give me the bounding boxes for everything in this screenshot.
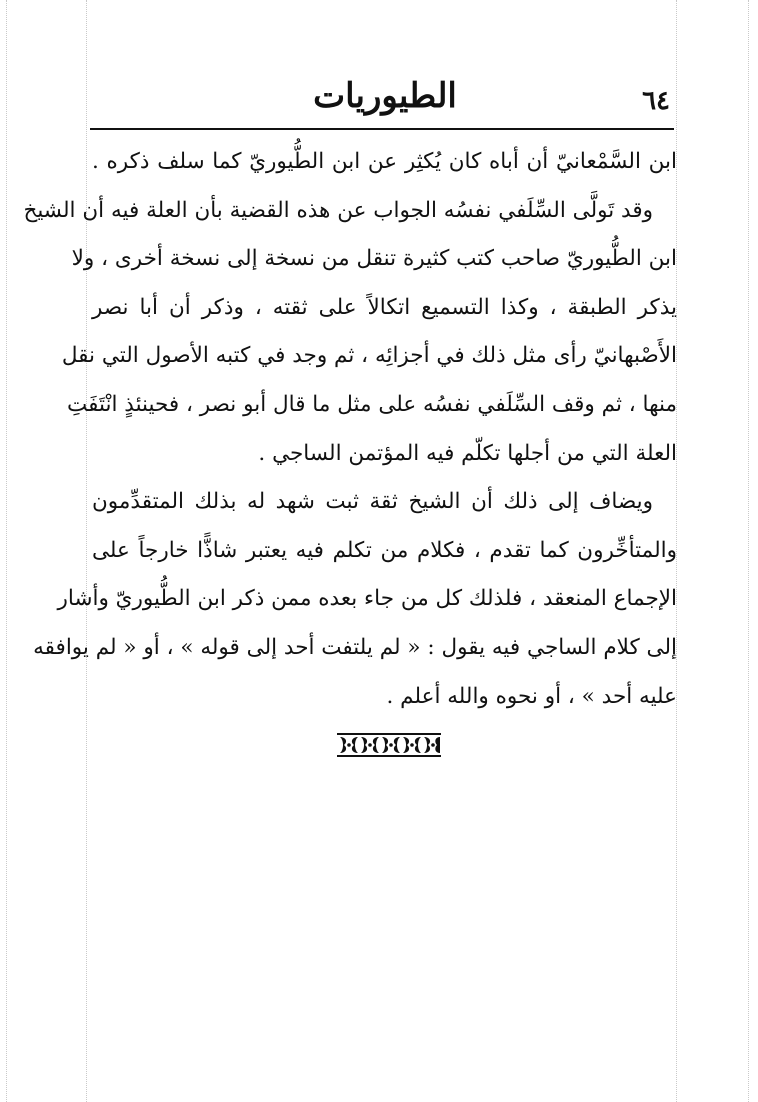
page-header (90, 72, 674, 130)
text-line: والمتأخِّرون كما تقدم ، فكلام من تكلم فيه يعتبر شاذًّا خارجاً على (92, 537, 677, 563)
scan-guide-line (748, 0, 749, 1102)
paragraph-last-line: عليه أحد » ، أو نحوه والله أعلم . (386, 683, 677, 709)
page-number: ٦٤ (642, 86, 670, 116)
paragraph-first-line: وقد تَولَّى السِّلَفي نفسُه الجواب عن هذه القضية بأن العلة فيه أن الشيخ (23, 197, 653, 223)
text-line: يذكر الطبقة ، وكذا التسميع اتكالاً على ثقته ، وذكر أن أبا نصر (92, 294, 677, 320)
scan-guide-line (86, 0, 87, 1102)
scan-guide-line (6, 0, 7, 1102)
paragraph-first-line: ويضاف إلى ذلك أن الشيخ ثقة ثبت شهد له بذلك المتقدِّمون (92, 489, 653, 515)
text-line: الإجماع المنعقد ، فلذلك كل من جاء بعده ممن ذكر ابن الطُّيوريّ وأشار (57, 586, 677, 612)
text-line: إلى كلام الساجي فيه يقول : « لم يلتفت أحد إلى قوله » ، أو « لم يوافقه (33, 634, 677, 660)
text-line: منها ، ثم وقف السِّلَفي نفسُه على مثل ما قال أبو نصر ، فحينئذٍ انْتَفَتِ (67, 391, 677, 417)
arabesque-divider-icon (336, 732, 442, 758)
body-text (23, 138, 677, 721)
text-line: ابن الطُّيوريّ صاحب كتب كثيرة تنقل من نسخة إلى نسخة أخرى ، ولا (71, 246, 677, 272)
text-line: الأَصْبهانيّ رأى مثل ذلك في أجزائِه ، ثم وجد في كتبه الأصول التي نقل (61, 343, 677, 369)
running-title: الطيوريات (313, 76, 457, 116)
paragraph-last-line: العلة التي من أجلها تكلّم فيه المؤتمن الساجي . (258, 440, 677, 466)
text-line: ابن السَّمْعانيّ أن أباه كان يُكثِر عن ابن الطُّيوريّ كما سلف ذكره . (92, 149, 677, 174)
